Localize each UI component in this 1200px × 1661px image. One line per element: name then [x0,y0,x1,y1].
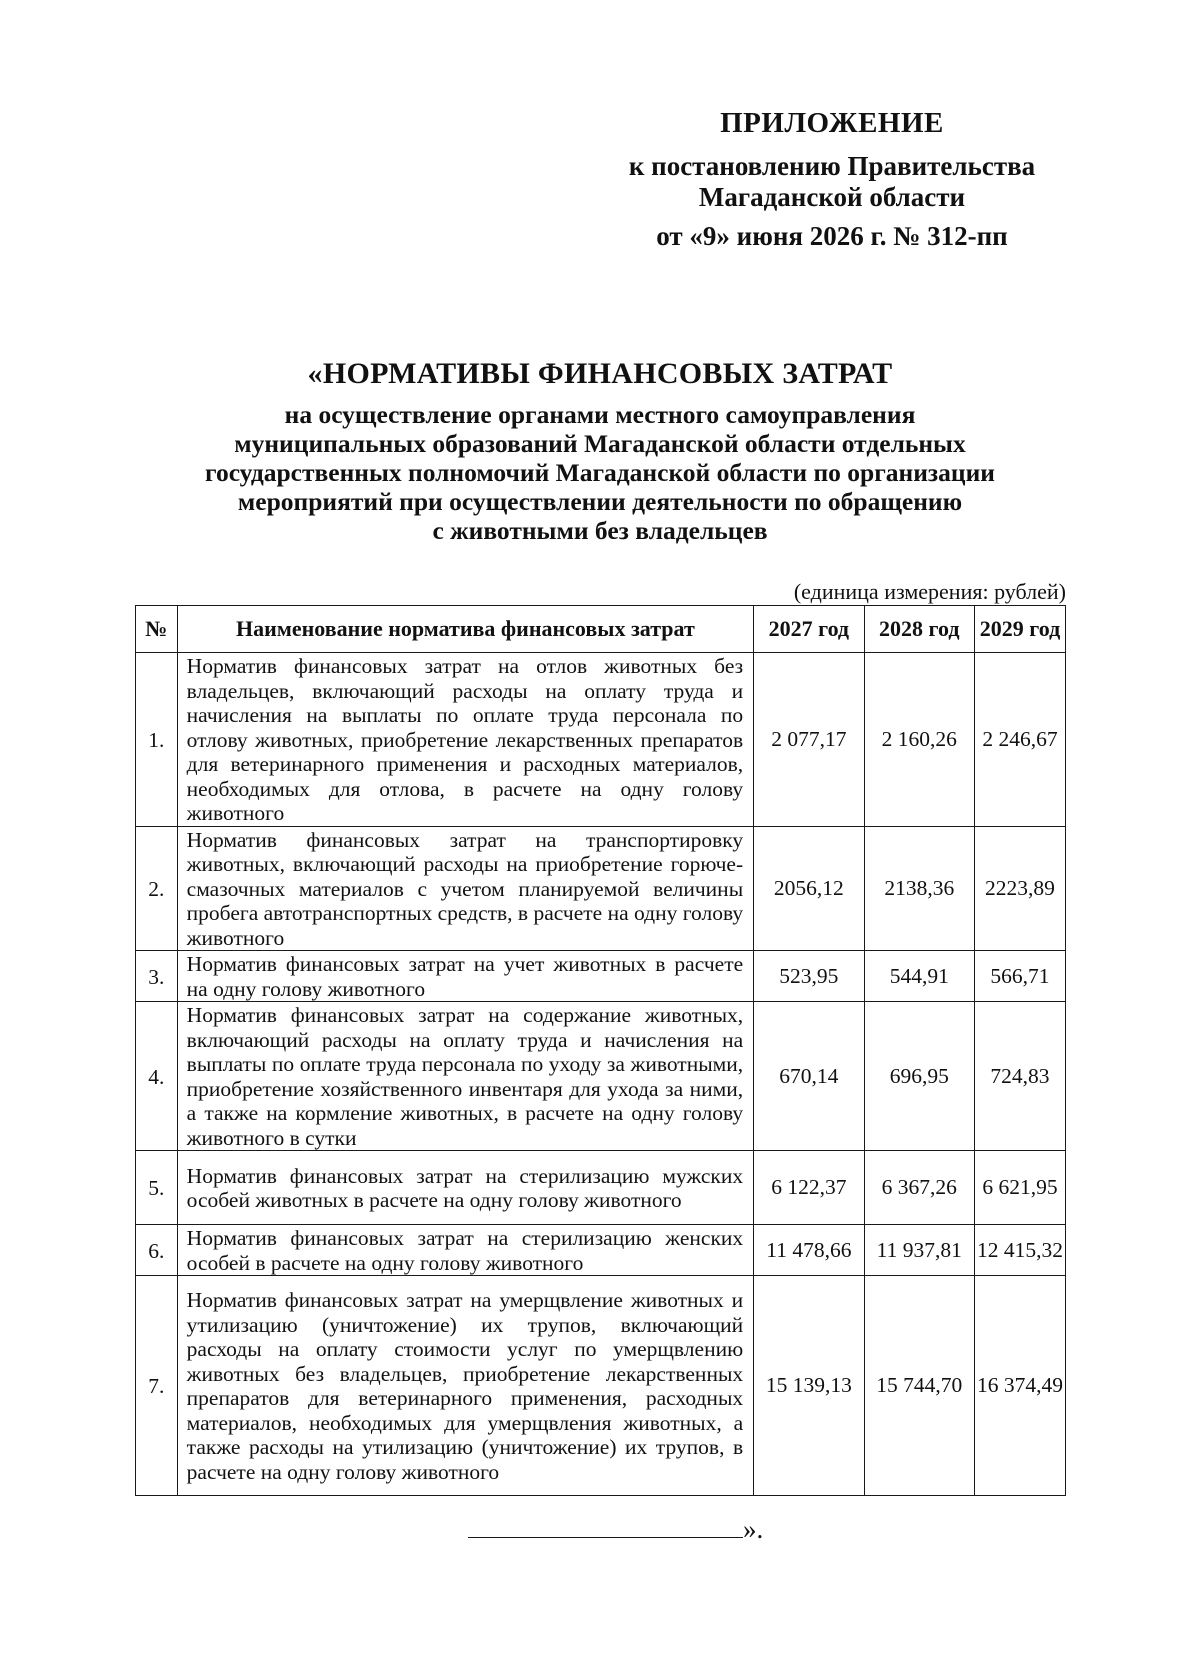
appendix-line-2: Магаданской области [698,182,966,212]
subtitle-line: мероприятий при осуществлении деятельности по обращению [237,487,963,516]
subtitle-line: с животными без владельцев [432,516,768,545]
value-2027: 2 077,17 [754,653,864,827]
header-num: № [136,606,178,653]
row-name: Норматив финансовых затрат на отлов животных без владельцев, включающий расходы на оплату труда и начисления на выплаты по оплате труда персонала по отлову животных, приобретение лекарственных препаратов для ветеринарного применения и расходных материалов, необходимых для отлова, в расчете на одну голову животного [177,653,753,827]
row-name: Норматив финансовых затрат на транспортировку животных, включающий расходы на приобретение горюче-смазочных материалов с учетом планируемой величины пробега автотранспортных средств, в расчете на одну голову животного [177,826,753,951]
table-row [136,1225,1066,1276]
value-2029: 2 246,67 [974,653,1065,827]
row-name: Норматив финансовых затрат на учет животных в расчете на одну голову животного [177,951,753,1002]
closing-underline [468,1519,743,1538]
appendix-title: ПРИЛОЖЕНИЕ [720,107,944,139]
document-main-title: «НОРМАТИВЫ ФИНАНСОВЫХ ЗАТРАТ [307,357,893,390]
closing-mark [468,1514,763,1544]
table-row [136,1276,1066,1496]
row-name: Норматив финансовых затрат на содержание животных, включающий расходы на оплату труда и начисления на выплаты по оплате труда персонала по уходу за животными, приобретение хозяйственного инвентаря для ухода за ними, а также на кормление животных, в расчете на одну голову животного в сутки [177,1002,753,1151]
table-row [136,1151,1066,1225]
row-number: 7. [136,1276,178,1496]
row-number: 4. [136,1002,178,1151]
appendix-date-line: от «9» июня 2026 г. № 312-пп [656,221,1008,251]
value-2029: 12 415,32 [974,1225,1065,1276]
value-2028: 6 367,26 [864,1151,974,1225]
table-row [136,826,1066,951]
value-2029: 2223,89 [974,826,1065,951]
header-name: Наименование норматива финансовых затрат [177,606,753,653]
value-2027: 523,95 [754,951,864,1002]
subtitle-line: государственных полномочий Магаданской области по организации [205,458,995,487]
header-2029: 2029 год [974,606,1065,653]
table-row [136,951,1066,1002]
value-2027: 6 122,37 [754,1151,864,1225]
closing-quote: ». [743,1514,764,1544]
value-2028: 544,91 [864,951,974,1002]
header-2028: 2028 год [864,606,974,653]
value-2029: 16 374,49 [974,1276,1065,1496]
row-number: 5. [136,1151,178,1225]
row-name: Норматив финансовых затрат на умерщвление животных и утилизацию (уничтожение) их трупов, включающий расходы на оплату стоимости услуг по умерщвлению животных без владельцев, приобретение лекарственных препаратов для ветеринарного применения, расходных материалов, необходимых для умерщвления животных, а также расходы на утилизацию (уничтожение) их трупов, в расчете на одну голову животного [177,1276,753,1496]
document-title-block [150,356,1050,545]
value-2028: 696,95 [864,1002,974,1151]
subtitle-line: на осуществление органами местного самоуправления [284,400,916,429]
row-number: 3. [136,951,178,1002]
row-name: Норматив финансовых затрат на стерилизацию женских особей в расчете на одну голову животного [177,1225,753,1276]
value-2029: 724,83 [974,1002,1065,1151]
value-2029: 566,71 [974,951,1065,1002]
value-2027: 15 139,13 [754,1276,864,1496]
units-note: (единица измерения: рублей) [793,579,1066,604]
norms-table [135,605,1066,1496]
header-2027: 2027 год [754,606,864,653]
table-row [136,653,1066,827]
value-2027: 2056,12 [754,826,864,951]
row-number: 1. [136,653,178,827]
appendix-header [612,108,1052,252]
row-number: 6. [136,1225,178,1276]
value-2028: 15 744,70 [864,1276,974,1496]
value-2028: 2 160,26 [864,653,974,827]
value-2027: 670,14 [754,1002,864,1151]
value-2029: 6 621,95 [974,1151,1065,1225]
appendix-line-1: к постановлению Правительства [628,151,1036,181]
table-row [136,1002,1066,1151]
table-header-row [136,606,1066,653]
row-number: 2. [136,826,178,951]
value-2027: 11 478,66 [754,1225,864,1276]
row-name: Норматив финансовых затрат на стерилизацию мужских особей животных в расчете на одну голову животного [177,1151,753,1225]
subtitle-line: муниципальных образований Магаданской области отдельных [234,429,966,458]
value-2028: 2138,36 [864,826,974,951]
value-2028: 11 937,81 [864,1225,974,1276]
